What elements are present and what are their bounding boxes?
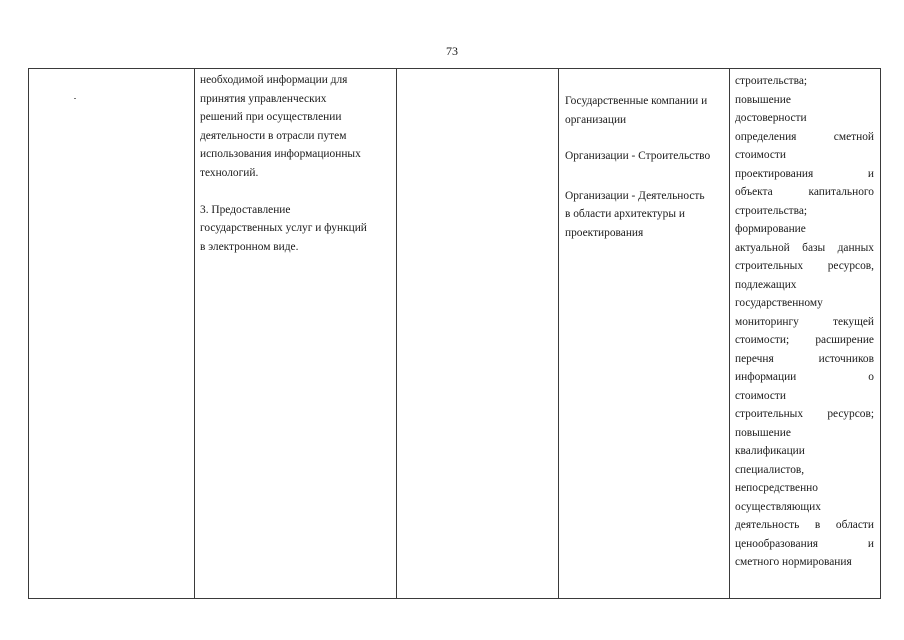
text-line: строительных ресурсов; — [735, 408, 874, 420]
text-line: деятельности в отрасли путем — [200, 129, 347, 142]
text-line: перечня источников — [735, 352, 874, 365]
text-line: достоверности — [735, 112, 807, 124]
text-line: стоимости — [735, 149, 786, 161]
text-line: квалификации — [735, 445, 805, 457]
table-row — [29, 69, 881, 599]
text-line: проектирования и — [735, 167, 874, 180]
text-line: деятельность в области — [735, 519, 874, 531]
organization-entry: Организации - Строительство — [565, 150, 711, 162]
blank-line — [200, 182, 392, 201]
text-line: повышение — [735, 426, 791, 439]
table-cell-col5 — [730, 69, 881, 599]
organizations-list — [559, 69, 729, 242]
text-line: строительства; — [735, 204, 808, 217]
text-line: подлежащих — [735, 278, 797, 291]
organization-entry: Государственные компании и организации — [565, 95, 708, 126]
page-number: 73 — [446, 44, 458, 58]
text-line: решений при осуществлении — [200, 111, 342, 123]
text-line: специалистов, — [735, 463, 805, 476]
organization-entry: Организации - Деятельность в области архитектуры и проектирования — [565, 189, 705, 239]
text-line: 3. Предоставление — [200, 203, 291, 216]
text-line: определения сметной — [735, 130, 874, 143]
table-cell-col4 — [559, 69, 730, 599]
text-line: государственному — [735, 297, 823, 309]
text-line: информации о — [735, 371, 874, 383]
text-line: осуществляющих — [735, 500, 821, 513]
table-cell-col3 — [397, 69, 559, 599]
text-line: стоимости; расширение — [735, 334, 874, 346]
text-line: актуальной базы данных — [735, 241, 874, 254]
text-line: формирование — [735, 223, 806, 235]
document-table — [28, 68, 881, 599]
text-line: стоимости — [735, 389, 786, 402]
text-line: в электронном виде. — [200, 240, 299, 253]
table-cell-col2 — [195, 69, 397, 599]
text-line: повышение — [735, 93, 791, 106]
text-line: государственных услуг и функций — [200, 222, 367, 234]
text-line: объекта капитального — [735, 186, 874, 198]
text-line: непосредственно — [735, 482, 818, 494]
text-line: мониторингу текущей — [735, 315, 874, 328]
text-line: ценообразования и — [735, 537, 874, 550]
text-line: необходимой информации для — [200, 74, 348, 86]
text-line: строительных ресурсов, — [735, 260, 874, 272]
text-line: сметного нормирования — [735, 556, 852, 568]
table-cell-col1 — [29, 69, 195, 599]
results-text — [730, 69, 880, 572]
text-line: строительства; — [735, 75, 808, 87]
text-line: технологий. — [200, 166, 259, 179]
text-line: использования информационных — [200, 148, 361, 160]
text-line: принятия управленческих — [200, 92, 327, 105]
goals-text — [195, 69, 396, 256]
